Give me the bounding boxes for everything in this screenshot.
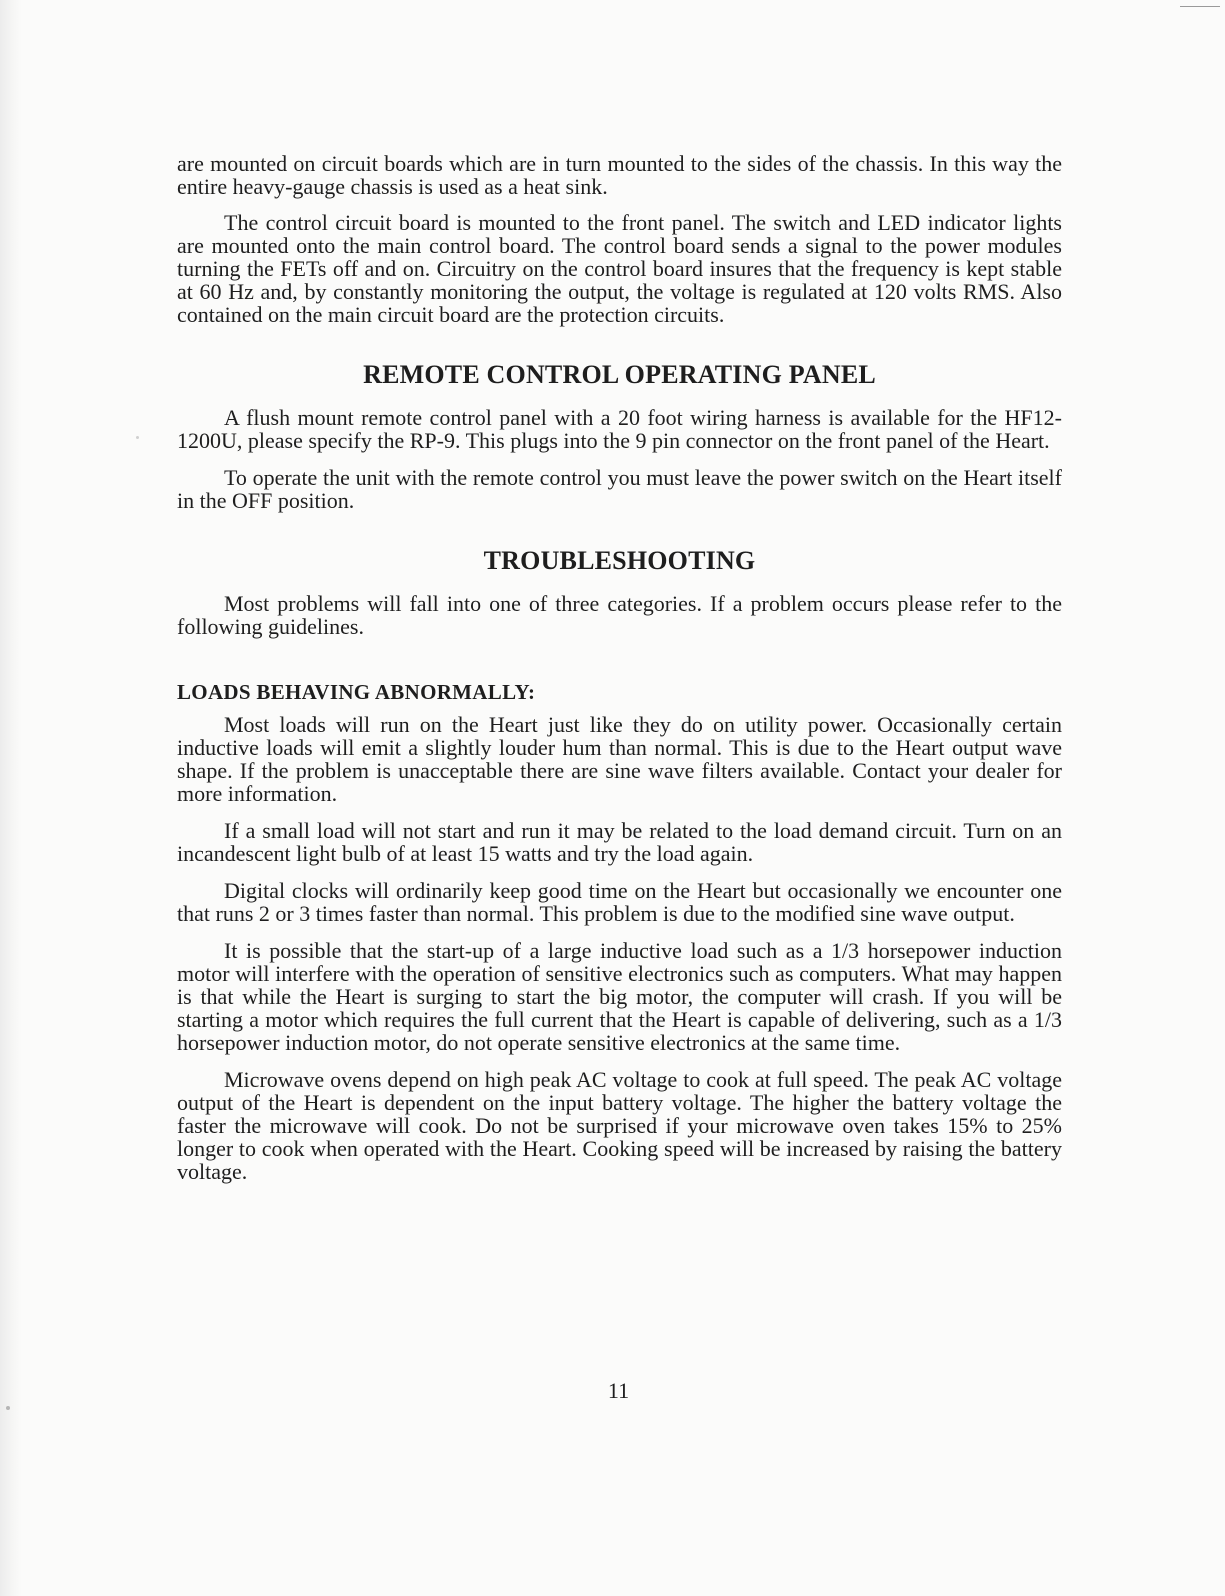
paragraph-loads-digital-clocks: Digital clocks will ordinarily keep good time on the Heart but occasionally we encounter one that runs 2 or 3 times faster than normal. This problem is due to the modified sine wave output.: [177, 878, 1062, 926]
paragraph-remote-operate: To operate the unit with the remote control you must leave the power switch on the Heart itself in the OFF position.: [177, 465, 1062, 513]
page-number: 11: [607, 1378, 630, 1403]
document-body: [177, 152, 1062, 1183]
paragraph-intro-continuation: are mounted on circuit boards which are in turn mounted to the sides of the chassis. In this way the entire heavy-gauge chassis is used as a heat sink.: [177, 151, 1062, 199]
paragraph-troubleshooting-intro: Most problems will fall into one of three categories. If a problem occurs please refer to the following guidelines.: [177, 591, 1062, 639]
paragraph-loads-hum: Most loads will run on the Heart just like they do on utility power. Occasionally certain inductive loads will emit a slightly louder hum than normal. This is due to the Heart output wave shape. If the problem is unacceptable there are sine wave filters available. Contact your dealer for more information.: [177, 712, 1062, 806]
scan-top-mark: [1180, 6, 1220, 7]
heading-loads-abnormal: LOADS BEHAVING ABNORMALLY:: [177, 680, 536, 704]
paragraph-control-board: The control circuit board is mounted to the front panel. The switch and LED indicator lights are mounted onto the main control board. The control board sends a signal to the power modules turning the FETs off and on. Circuitry on the control board insures that the frequency is kept stable at 60 Hz and, by constantly monitoring the output, the voltage is regulated at 120 volts RMS. Also contained on the main circuit board are the protection circuits.: [177, 210, 1062, 327]
paragraph-remote-panel: A flush mount remote control panel with a 20 foot wiring harness is available for the HF12-1200U, please specify the RP-9. This plugs into the 9 pin connector on the front panel of the Heart.: [177, 405, 1062, 453]
paragraph-loads-small-load: If a small load will not start and run it may be related to the load demand circuit. Turn on an incandescent light bulb of at least 15 watts and try the load again.: [177, 818, 1062, 866]
paragraph-loads-microwave: Microwave ovens depend on high peak AC voltage to cook at full speed. The peak AC voltage output of the Heart is dependent on the input battery voltage. The higher the battery voltage the faster the microwave will cook. Do not be surprised if your microwave oven takes 15% to 25% longer to cook when operated with the Heart. Cooking speed will be increased by raising the battery voltage.: [177, 1067, 1062, 1184]
scan-speck: [136, 436, 139, 439]
heading-troubleshooting: TROUBLESHOOTING: [483, 546, 756, 575]
paragraph-loads-inductive: It is possible that the start-up of a large inductive load such as a 1/3 horsepower induction motor will interfere with the operation of sensitive electronics such as computers. What may happen is that while the Heart is surging to start the big motor, the computer will crash. If you will be starting a motor which requires the full current that the Heart is capable of delivering, such as a 1/3 horsepower induction motor, do not operate sensitive electronics at the same time.: [177, 938, 1062, 1055]
scan-edge-shading: [0, 0, 22, 1596]
scan-speck: [6, 1406, 10, 1410]
heading-remote-control: REMOTE CONTROL OPERATING PANEL: [363, 360, 876, 389]
